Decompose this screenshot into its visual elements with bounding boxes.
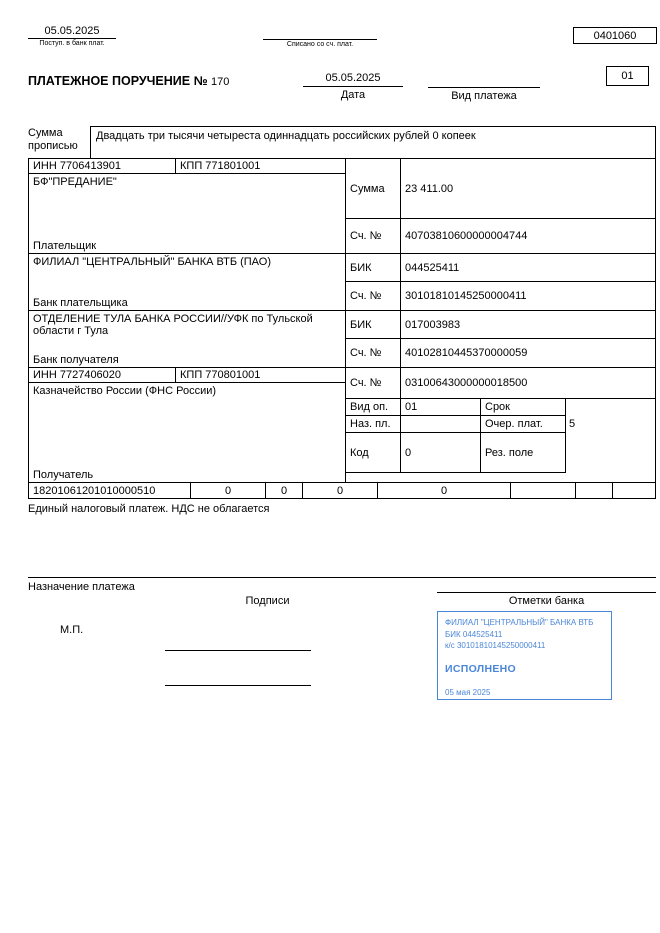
stamp-bank-name: ФИЛИАЛ "ЦЕНТРАЛЬНЫЙ" БАНКА ВТБ (445, 618, 594, 627)
reserve-label-cell: Рез. поле (480, 432, 566, 473)
payee-inn-cell: ИНН 7727406020 (28, 367, 176, 383)
payer-bank-account-cell: 30101810145250000411 (400, 281, 656, 311)
amount-label-cell: Сумма (345, 158, 401, 219)
payment-kind-block (428, 72, 540, 102)
payer-bank-account-label-cell: Сч. № (345, 281, 401, 311)
document-number: 170 (211, 76, 230, 88)
payee-name: Казначейство России (ФНС России) (33, 385, 217, 397)
payee-bank-account-label-cell: Сч. № (345, 338, 401, 368)
payee-kpp-cell: КПП 770801001 (175, 367, 346, 383)
oktmo-cell: 0 (190, 482, 266, 499)
op-kind-cell: 01 (400, 398, 481, 416)
amount-words-label (28, 127, 78, 153)
term-label-cell: Срок (480, 398, 566, 416)
payee-bank-bik-label-cell: БИК (345, 310, 401, 339)
payee-bank-cell (28, 310, 346, 368)
payee-section-label: Получатель (33, 469, 94, 481)
purpose-label: Назначение платежа (28, 581, 135, 593)
payer-kpp-cell: КПП 771801001 (175, 158, 346, 174)
doc-date-cell (510, 482, 576, 499)
bank-marks-label: Отметки банка (437, 592, 656, 607)
date-label: Дата (340, 89, 366, 101)
payer-section-label: Плательщик (33, 240, 97, 252)
title-row (28, 74, 229, 88)
received-date: 05.05.2025 (28, 25, 116, 39)
document-date: 05.05.2025 (303, 72, 403, 87)
payee-bank-section-label: Банк получателя (33, 354, 119, 366)
amount-words-box: Двадцать три тысячи четыреста одиннадцать российских рублей 0 копеек (90, 126, 656, 159)
stamp-status: ИСПОЛНЕНО (445, 662, 516, 675)
payee-bank-bik-cell: 017003983 (400, 310, 656, 339)
pay-type-cell (575, 482, 613, 499)
payer-bank-cell (28, 253, 346, 311)
pay-purpose-code-cell (400, 415, 481, 433)
payer-cell (28, 173, 346, 254)
signatures-label: Подписи (245, 595, 290, 607)
payee-bank-name: ОТДЕЛЕНИЕ ТУЛА БАНКА РОССИИ//УФК по Тульской области г Тула (33, 313, 313, 337)
purpose-text: Единый налоговый платеж. НДС не облагается (28, 503, 270, 515)
payer-bank-section-label: Банк плательщика (33, 297, 128, 309)
priority-label-cell: Очер. плат. (480, 415, 566, 433)
extra-cell (612, 482, 656, 499)
stamp-bik: БИК 044525411 (445, 629, 503, 639)
stamp-corr-account: к/с 30101810145250000411 (445, 641, 546, 651)
debited-block (263, 26, 377, 48)
debited-label: Списано со сч. плат. (286, 41, 354, 48)
basis-cell: 0 (265, 482, 303, 499)
payee-account-cell: 03100643000000018500 (400, 367, 656, 399)
payer-account-label-cell: Сч. № (345, 218, 401, 254)
payment-kind-label: Вид платежа (451, 90, 517, 102)
stamp-place-label: М.П. (60, 624, 84, 636)
purpose-label-block (28, 577, 656, 593)
payee-cell (28, 382, 346, 483)
date-block (303, 72, 403, 101)
signature-line-2 (165, 670, 311, 686)
code-label-cell: Код (345, 432, 401, 473)
pay-purpose-code-label-cell: Наз. пл. (345, 415, 401, 433)
debited-line (263, 26, 377, 40)
signature-line-1 (165, 635, 311, 651)
payer-bank-name: ФИЛИАЛ "ЦЕНТРАЛЬНЫЙ" БАНКА ВТБ (ПАО) (33, 256, 271, 268)
payment-kind-line (428, 72, 540, 88)
payment-kind-code-box: 01 (606, 66, 649, 86)
document-title: ПЛАТЕЖНОЕ ПОРУЧЕНИЕ № (28, 74, 208, 88)
payee-account-label-cell: Сч. № (345, 367, 401, 399)
term-cell (565, 398, 656, 416)
form-code-box: 0401060 (573, 27, 657, 44)
payer-bank-bik-cell: 044525411 (400, 253, 656, 282)
op-kind-label-cell: Вид оп. (345, 398, 401, 416)
bank-stamp (437, 611, 612, 700)
stamp-date: 05 мая 2025 (445, 688, 491, 697)
payer-account-cell: 40703810600000004744 (400, 218, 656, 254)
received-in-bank-block (28, 25, 116, 47)
received-label: Поступ. в банк плат. (39, 40, 105, 47)
payer-bank-bik-label-cell: БИК (345, 253, 401, 282)
period-cell: 0 (302, 482, 378, 499)
code-cell: 0 (400, 432, 481, 473)
reserve-cell (565, 432, 656, 473)
priority-cell: 5 (569, 418, 576, 430)
amount-words-label-line2: прописью (28, 140, 78, 152)
kbk-cell: 18201061201010000510 (28, 482, 191, 499)
doc-number-cell: 0 (377, 482, 511, 499)
payer-name: БФ"ПРЕДАНИЕ" (33, 176, 117, 188)
amount-value-cell: 23 411.00 (400, 158, 656, 219)
payer-inn-cell: ИНН 7706413901 (28, 158, 176, 174)
payee-bank-account-cell: 40102810445370000059 (400, 338, 656, 368)
amount-words-label-line1: Сумма (28, 127, 63, 139)
